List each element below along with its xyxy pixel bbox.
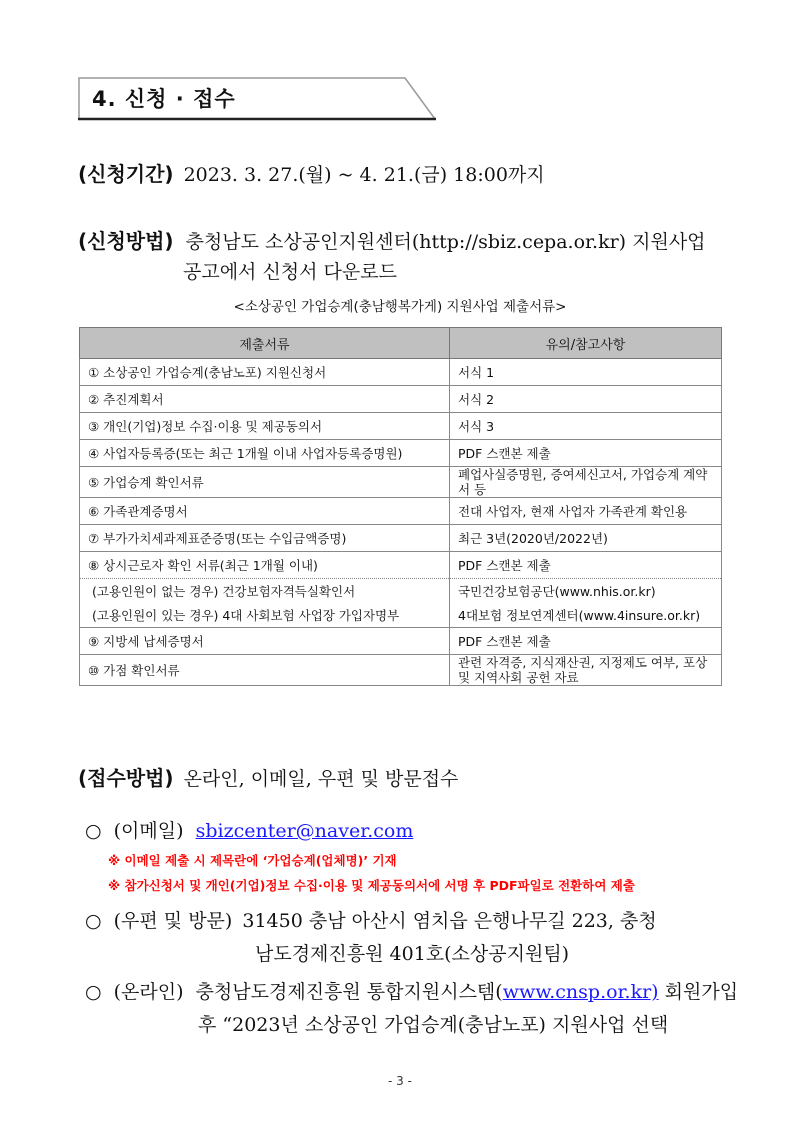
table-subrow bbox=[80, 579, 722, 604]
email-note-subject: ※ 이메일 제출 시 제목란에 ‘가업승계(업체명)’ 기재 bbox=[108, 853, 397, 868]
online-label: (온라인) bbox=[113, 981, 184, 1003]
email-link[interactable]: sbizcenter@naver.com bbox=[195, 820, 414, 842]
note-cell: PDF 스캔본 제출 bbox=[450, 440, 722, 467]
table-row bbox=[80, 498, 722, 525]
table-row bbox=[80, 413, 722, 440]
note-cell: 서식 3 bbox=[450, 413, 722, 440]
doc-cell: ① 소상공인 가업승계(충남노포) 지원신청서 bbox=[80, 359, 450, 386]
method-line1: 충청남도 소상공인지원센터(http://sbiz.cepa.or.kr) 지원사업 bbox=[185, 231, 706, 253]
table-row bbox=[80, 628, 722, 655]
note-cell: 관련 자격증, 지식재산권, 지정제도 여부, 포상 및 지역사회 공헌 자료 bbox=[450, 655, 722, 686]
cnsp-link[interactable]: www.cnsp.or.kr) bbox=[502, 981, 659, 1003]
note-cell: 국민건강보험공단(www.nhis.or.kr) bbox=[450, 579, 722, 604]
table-row bbox=[80, 655, 722, 686]
note-cell: 4대보험 정보연계센터(www.4insure.or.kr) bbox=[450, 603, 722, 628]
online-line2: 후 “2023년 소상공인 가업승계(충남노포) 지원사업 선택 bbox=[198, 1014, 669, 1036]
email-note-signature: ※ 참가신청서 및 개인(기업)정보 수집·이용 및 제공동의서에 서명 후 PDF파일로 전환하여 제출 bbox=[108, 878, 635, 893]
mail-label: (우편 및 방문) bbox=[113, 910, 233, 932]
doc-cell: ⑥ 가족관계증명서 bbox=[80, 498, 450, 525]
period-label: (신청기간) bbox=[78, 162, 174, 186]
reception-method bbox=[78, 762, 458, 791]
doc-cell: ② 추진계획서 bbox=[80, 386, 450, 413]
note-cell: 최근 3년(2020년/2022년) bbox=[450, 525, 722, 552]
online-text-post: 회원가입 bbox=[658, 981, 739, 1003]
documents-table bbox=[79, 327, 722, 686]
bullet-circle-icon: ○ bbox=[85, 981, 102, 1003]
table-row bbox=[80, 359, 722, 386]
online-text-pre: 충청남도경제진흥원 통합지원시스템( bbox=[195, 981, 503, 1003]
column-header-notes: 유의/참고사항 bbox=[450, 328, 722, 359]
doc-cell: (고용인원이 있는 경우) 4대 사회보험 사업장 가입자명부 bbox=[80, 603, 450, 628]
table-row bbox=[80, 525, 722, 552]
mail-address-line2: 남도경제진흥원 401호(소상공지원팀) bbox=[255, 943, 570, 965]
doc-cell: ⑦ 부가가치세과제표준증명(또는 수입금액증명) bbox=[80, 525, 450, 552]
note-cell: 폐업사실증명원, 증여세신고서, 가업승계 계약서 등 bbox=[450, 467, 722, 498]
doc-cell: ④ 사업자등록증(또는 최근 1개월 이내 사업자등록증명원) bbox=[80, 440, 450, 467]
note-cell: 서식 2 bbox=[450, 386, 722, 413]
note-cell: 전대 사업자, 현재 사업자 가족관계 확인용 bbox=[450, 498, 722, 525]
table-row bbox=[80, 440, 722, 467]
doc-cell: (고용인원이 없는 경우) 건강보험자격득실확인서 bbox=[80, 579, 450, 604]
online-item bbox=[85, 977, 738, 1004]
reception-label: (접수방법) bbox=[78, 766, 174, 790]
doc-cell: ⑧ 상시근로자 확인 서류(최근 1개월 이내) bbox=[80, 552, 450, 579]
mail-item bbox=[85, 906, 657, 933]
mail-address-line1: 31450 충남 아산시 염치읍 은행나무길 223, 충청 bbox=[242, 910, 657, 932]
table-caption: <소상공인 가업승계(충남행복가게) 지원사업 제출서류> bbox=[233, 299, 567, 315]
section-title: 4. 신청 · 접수 bbox=[92, 87, 236, 111]
note-cell: 서식 1 bbox=[450, 359, 722, 386]
page-number: - 3 - bbox=[388, 1074, 412, 1088]
table-header-row bbox=[80, 328, 722, 359]
bullet-circle-icon: ○ bbox=[85, 820, 102, 842]
application-method bbox=[78, 225, 706, 254]
email-label: (이메일) bbox=[113, 820, 184, 842]
doc-cell: ⑩ 가점 확인서류 bbox=[80, 655, 450, 686]
table-row bbox=[80, 552, 722, 579]
note-cell: PDF 스캔본 제출 bbox=[450, 628, 722, 655]
method-label: (신청방법) bbox=[78, 229, 174, 253]
doc-cell: ③ 개인(기업)정보 수집·이용 및 제공동의서 bbox=[80, 413, 450, 440]
note-cell: PDF 스캔본 제출 bbox=[450, 552, 722, 579]
section-header bbox=[78, 77, 436, 119]
table-row bbox=[80, 386, 722, 413]
method-line2: 공고에서 신청서 다운로드 bbox=[183, 261, 397, 283]
application-period bbox=[78, 158, 545, 187]
table-subrow bbox=[80, 603, 722, 628]
reception-value: 온라인, 이메일, 우편 및 방문접수 bbox=[183, 768, 459, 790]
column-header-documents: 제출서류 bbox=[80, 328, 450, 359]
doc-cell: ⑨ 지방세 납세증명서 bbox=[80, 628, 450, 655]
bullet-circle-icon: ○ bbox=[85, 910, 102, 932]
table-row bbox=[80, 467, 722, 498]
doc-cell: ⑤ 가업승계 확인서류 bbox=[80, 467, 450, 498]
period-value: 2023. 3. 27.(월) ~ 4. 21.(금) 18:00까지 bbox=[183, 164, 545, 186]
email-item bbox=[85, 816, 413, 843]
